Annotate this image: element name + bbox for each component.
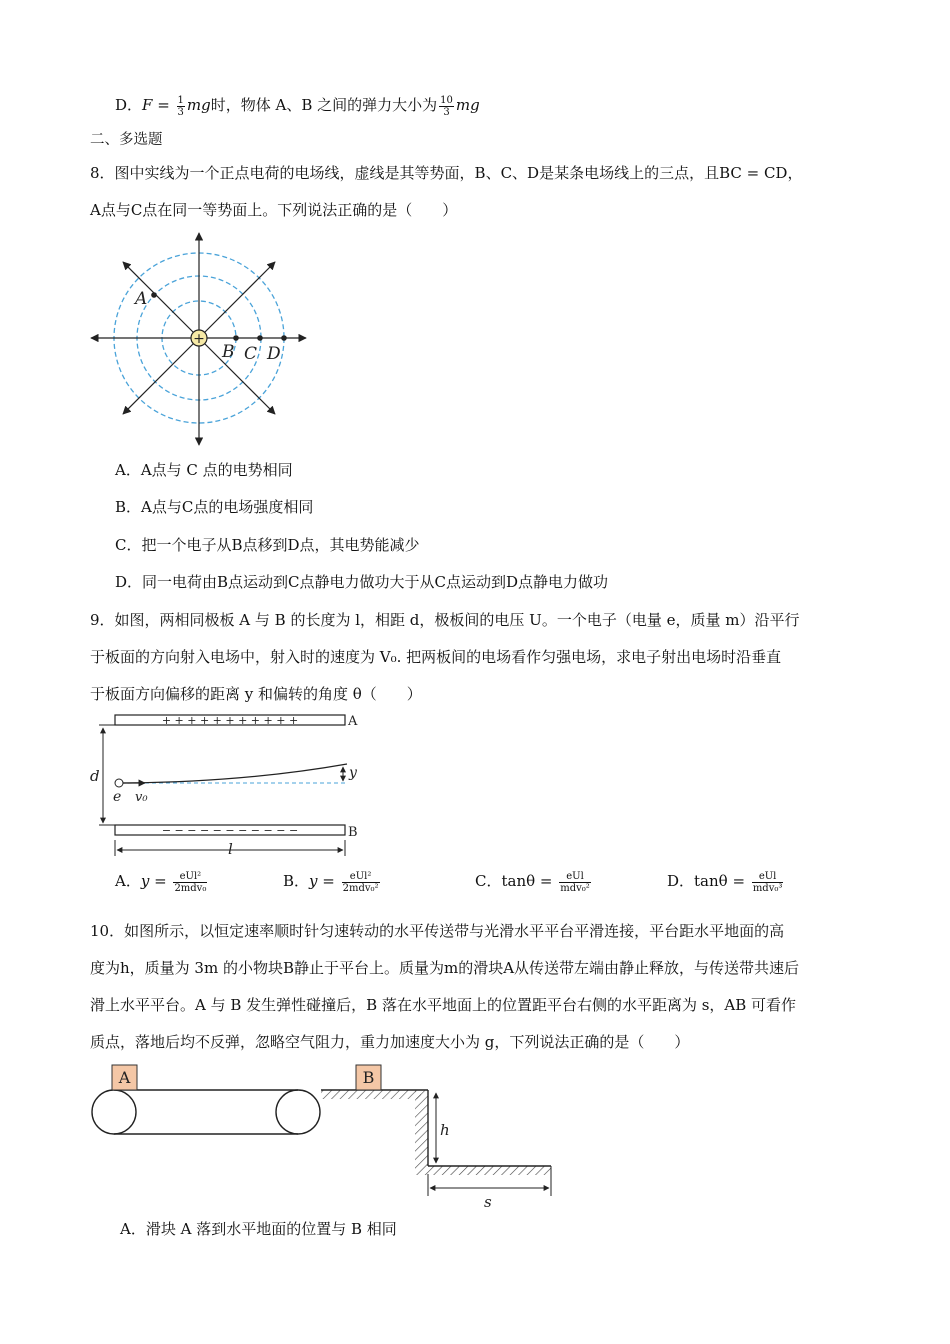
- q10-conveyor-figure: [88, 1062, 558, 1212]
- point-d: [281, 335, 287, 341]
- q8-stem-line2: A点与C点在同一等势面上。下列说法正确的是（ ）: [90, 201, 458, 219]
- formula-lhs: tanθ =: [501, 872, 558, 890]
- label-l: l: [228, 840, 233, 858]
- frac-den: mdv₀²: [560, 882, 590, 894]
- q7-option-d: [115, 93, 480, 118]
- frac-den: 3: [443, 106, 450, 118]
- q9-stem-line2: 于板面的方向射入电场中，射入时的速度为 V₀. 把两板间的电场看作匀强电场，求电子射出电场时沿垂直: [90, 648, 782, 666]
- q8-option-b: B．A点与C点的电场强度相同: [115, 498, 314, 516]
- formula-lhs: y =: [140, 872, 172, 890]
- q8-field-figure: [88, 228, 310, 450]
- plate-a-label: A: [348, 714, 358, 729]
- q9-stem-line3: 于板面方向偏移的距离 y 和偏转的角度 θ（ ）: [90, 685, 422, 703]
- option-label: D．: [115, 96, 143, 114]
- fraction: [177, 95, 185, 118]
- q9-option-d: [667, 870, 785, 894]
- fraction: [559, 871, 591, 894]
- q8-stem-line1: 8．图中实线为一个正点电荷的电场线，虚线是其等势面，B、C、D是某条电场线上的三点，且BC = CD，: [90, 164, 803, 182]
- plate-b-charges: − − − − − − − − − − −: [161, 824, 299, 837]
- frac-num: eUl²: [342, 871, 380, 883]
- option-label: A．: [115, 872, 141, 890]
- q9-stem-line1: 9．如图，两相同极板 A 与 B 的长度为 l，相距 d，极板间的电压 U。一个电子（电量 e，质量 m）沿平行: [90, 611, 800, 629]
- field-line-ur: [199, 262, 275, 338]
- q10-stem-line1: 10．如图所示，以恒定速率顺时针匀速转动的水平传送带与光滑水平平台平滑连接，平台距水平地面的高: [90, 922, 785, 940]
- formula-lhs: y =: [309, 872, 340, 890]
- label-a: A: [135, 289, 148, 309]
- wall-hatch: [415, 1090, 428, 1166]
- q10-stem-line4: 质点，落地后均不反弹，忽略空气阻力，重力加速度大小为 g，下列说法正确的是（ ）: [90, 1033, 690, 1051]
- option-label: D．: [667, 872, 695, 890]
- q9-option-b: [283, 870, 382, 894]
- frac-num: eUl: [559, 871, 591, 883]
- frac-num: eUl²: [173, 871, 207, 883]
- frac-den: mdv₀³: [752, 882, 783, 894]
- q10-stem-line2: 度为h，质量为 3m 的小物块B静止于平台上。质量为m的滑块A从传送带左端由静止释放，与传送带共速后: [90, 959, 800, 977]
- label-c: C: [244, 344, 258, 364]
- frac-den: 2mdv₀²: [342, 882, 379, 894]
- pulley-left: [92, 1090, 136, 1134]
- formula-lhs: F =: [142, 96, 175, 114]
- platform-hatch: [321, 1090, 421, 1099]
- ground-hatch: [415, 1166, 551, 1175]
- option-text: 时，物体 A、B 之间的弹力大小为: [210, 96, 438, 114]
- q8-option-a: A．A点与 C 点的电势相同: [115, 461, 293, 479]
- point-c: [257, 335, 263, 341]
- q8-option-d: D．同一电荷由B点运动到C点静电力做功大于从C点运动到D点静电力做功: [115, 573, 609, 591]
- label-h: h: [440, 1121, 450, 1139]
- electron-trajectory: [123, 764, 347, 783]
- q8-option-c: C．把一个电子从B点移到D点，其电势能减少: [115, 536, 420, 554]
- point-a: [151, 292, 157, 298]
- section-title: 二、多选题: [90, 132, 163, 148]
- electron: [115, 779, 123, 787]
- label-d: d: [90, 767, 100, 785]
- fraction: [173, 871, 207, 894]
- q10-stem-line3: 滑上水平平台。A 与 B 发生弹性碰撞后，B 落在水平地面上的位置距平台右侧的水平距离为 s，AB 可看作: [90, 996, 797, 1014]
- label-v0: v₀: [135, 790, 148, 805]
- q9-option-a: [115, 870, 209, 894]
- label-y: y: [349, 765, 357, 781]
- plate-b-label: B: [348, 825, 358, 840]
- label-e: e: [113, 789, 122, 805]
- pulley-right: [276, 1090, 320, 1134]
- label-s: s: [484, 1193, 492, 1211]
- q10-option-a: A．滑块 A 落到水平地面的位置与 B 相同: [120, 1220, 397, 1238]
- label-d: D: [267, 344, 281, 364]
- fraction: [752, 871, 784, 894]
- frac-num: 10: [440, 94, 453, 106]
- q9-option-c: [475, 870, 593, 894]
- option-label: B．: [283, 872, 310, 890]
- plate-a-charges: + + + + + + + + + + +: [161, 714, 299, 727]
- block-b-label: B: [362, 1068, 375, 1087]
- fraction: [342, 871, 380, 894]
- option-label: C．: [475, 872, 502, 890]
- q9-plates-figure: [85, 710, 370, 860]
- charge-plus-sign: +: [193, 331, 205, 347]
- block-a-label: A: [118, 1068, 131, 1087]
- formula-mg: mg: [455, 96, 480, 114]
- frac-den: 3: [177, 106, 184, 118]
- field-line-dl: [123, 338, 199, 414]
- point-b: [233, 335, 239, 341]
- label-b: B: [222, 342, 235, 362]
- formula-mg: mg: [186, 96, 211, 114]
- fraction: [439, 95, 454, 118]
- frac-num: 1: [177, 94, 184, 106]
- field-line-dr: [199, 338, 275, 414]
- formula-lhs: tanθ =: [694, 872, 750, 890]
- frac-den: 2mdv₀: [174, 882, 207, 894]
- frac-num: eUl: [752, 871, 784, 883]
